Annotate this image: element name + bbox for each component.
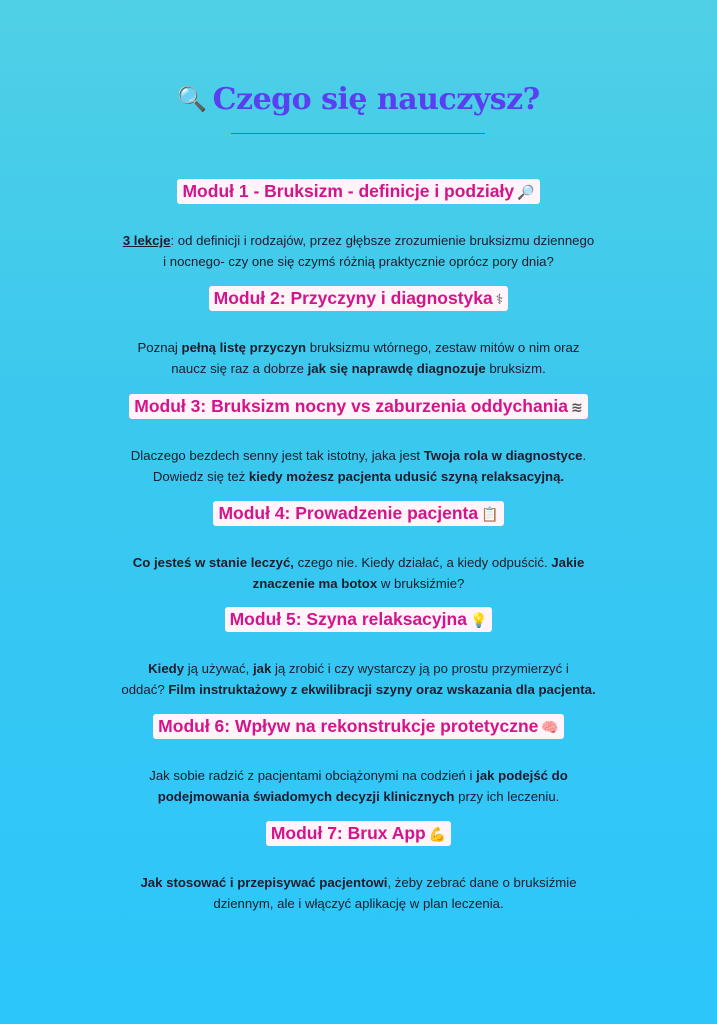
emphasis-text: 3 lekcje	[122, 233, 171, 248]
module-heading	[266, 821, 451, 846]
module-description	[0, 872, 717, 914]
module-heading-text: Moduł 3: Bruksizm nocny vs zaburzenia oddychania	[134, 396, 568, 416]
module-2	[0, 286, 717, 379]
body-text: Poznaj	[137, 340, 182, 355]
description-line	[0, 573, 717, 594]
emphasis-text: Jakie	[551, 555, 585, 570]
flexed-biceps-icon: 💪	[428, 827, 447, 843]
emphasis-text: pełną listę przyczyn	[181, 340, 307, 355]
module-1	[0, 179, 717, 272]
description-line	[0, 466, 717, 487]
body-text: : od definicji i rodzajów, przez głębsze zrozumienie bruksizmu dziennego	[170, 233, 595, 248]
module-7	[0, 821, 717, 914]
description-line	[0, 893, 717, 914]
emphasis-text: Co jesteś w stanie leczyć,	[132, 555, 294, 570]
module-5	[0, 607, 717, 700]
body-text: ją zrobić i czy wystarczy ją po prostu przymierzyć i	[271, 661, 569, 676]
module-3	[0, 394, 717, 487]
description-line	[0, 230, 717, 251]
module-description	[0, 337, 717, 379]
emphasis-text: Film instruktażowy z ekwilibracji szyny oraz wskazania dla pacjenta.	[168, 682, 596, 697]
module-description	[0, 230, 717, 272]
magnifier-icon: 🔍	[177, 85, 207, 113]
module-heading-text: Moduł 7: Brux App	[270, 823, 426, 843]
body-text: ją używać,	[184, 661, 253, 676]
description-line	[0, 251, 717, 272]
body-text: , żeby zebrać dane o bruksiźmie	[387, 875, 577, 890]
description-line	[0, 552, 717, 573]
description-line	[0, 658, 717, 679]
wind-icon: ≋	[570, 400, 583, 416]
emphasis-text: jak podejść do	[476, 768, 568, 783]
module-description	[0, 552, 717, 594]
description-line	[0, 679, 717, 700]
module-heading-text: Moduł 2: Przyczyny i diagnostyka	[213, 288, 493, 308]
module-heading-text: Moduł 4: Prowadzenie pacjenta	[218, 503, 479, 523]
module-4	[0, 501, 717, 594]
body-text: bruksizm.	[485, 361, 546, 376]
emphasis-text: jak	[252, 661, 272, 676]
module-heading-text: Moduł 1 - Bruksizm - definicje i podziały	[182, 181, 515, 201]
module-description	[0, 445, 717, 487]
stethoscope-icon: ⚕	[495, 292, 504, 308]
page-title-text: Czego się nauczysz?	[212, 82, 540, 117]
module-heading	[129, 394, 587, 419]
emphasis-text: Kiedy	[148, 661, 185, 676]
module-heading-text: Moduł 6: Wpływ na rekonstrukcje protetyczne	[158, 716, 539, 736]
title-divider	[231, 133, 485, 134]
magnifier-icon: 🔎	[517, 185, 535, 201]
description-line	[0, 445, 717, 466]
module-heading	[209, 286, 509, 311]
module-heading	[225, 607, 493, 632]
page-title	[0, 82, 717, 117]
body-text: przy ich leczeniu.	[454, 789, 560, 804]
body-text: w bruksiźmie?	[377, 576, 465, 591]
module-heading	[177, 179, 539, 204]
emphasis-text: podejmowania świadomych decyzji klinicznych	[157, 789, 455, 804]
module-heading-text: Moduł 5: Szyna relaksacyjna	[229, 609, 467, 629]
module-heading	[213, 501, 503, 526]
module-6	[0, 714, 717, 807]
body-text: dziennym, ale i włączyć aplikację w plan leczenia.	[213, 896, 504, 911]
body-text: czego nie. Kiedy działać, a kiedy odpuścić.	[293, 555, 552, 570]
emphasis-text: kiedy możesz pacjenta udusić szyną relaksacyjną.	[248, 469, 565, 484]
body-text: Dlaczego bezdech senny jest tak istotny, jaka jest	[130, 448, 424, 463]
body-text: oddać?	[121, 682, 169, 697]
clipboard-icon: 📋	[481, 507, 499, 523]
body-text: i nocnego- czy one się czymś różnią praktycznie oprócz pory dnia?	[163, 254, 554, 269]
body-text: Dowiedz się też	[152, 469, 249, 484]
description-line	[0, 358, 717, 379]
description-line	[0, 786, 717, 807]
body-text: naucz się raz a dobrze	[171, 361, 308, 376]
emphasis-text: jak się naprawdę diagnozuje	[307, 361, 486, 376]
module-heading	[153, 714, 564, 739]
body-text: .	[582, 448, 587, 463]
brain-icon: 🧠	[541, 720, 559, 736]
module-description	[0, 658, 717, 700]
body-text: Jak sobie radzić z pacjentami obciążonymi na codzień i	[149, 768, 477, 783]
emphasis-text: Twoja rola w diagnostyce	[423, 448, 583, 463]
emphasis-text: znaczenie ma botox	[252, 576, 378, 591]
description-line	[0, 337, 717, 358]
emphasis-text: Jak stosować i przepisywać pacjentowi	[140, 875, 388, 890]
module-description	[0, 765, 717, 807]
body-text: bruksizmu wtórnego, zestaw mitów o nim oraz	[306, 340, 580, 355]
lightbulb-icon: 💡	[469, 613, 488, 629]
description-line	[0, 765, 717, 786]
description-line	[0, 872, 717, 893]
